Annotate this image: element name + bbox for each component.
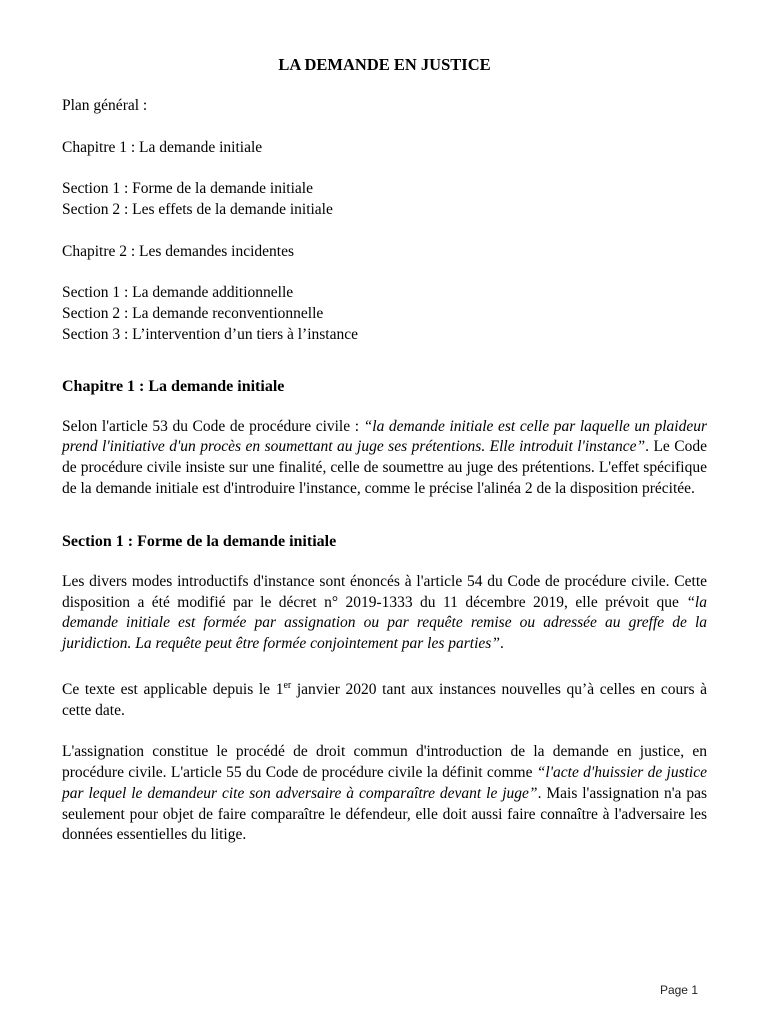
para1-lead: Selon l'article 53 du Code de procédure civile : [62, 417, 364, 435]
para3-tail: janvier 2020 tant aux instances nouvelles qu’à celles en cours à cette date. [62, 680, 707, 719]
plan-ch2-section-3: Section 3 : L’intervention d’un tiers à l’instance [62, 325, 359, 343]
plan-ch1-section-2: Section 2 : Les effets de la demande initiale [62, 200, 333, 218]
paragraph-article-54 [62, 572, 707, 655]
document-title: LA DEMANDE EN JUSTICE [278, 55, 491, 74]
plan-chapitre-2: Chapitre 2 : Les demandes incidentes [62, 242, 295, 260]
section-1-heading: Section 1 : Forme de la demande initiale [62, 532, 337, 550]
para1-tail: . Le Code de procédure civile insiste sur une finalité, celle de soumettre au juge des prétentions. L'effet spécifique de la demande initiale est d'introduire l'instance, comme le précise l'alinéa 2 de la disposition précitée. [62, 438, 707, 497]
para3-lead: Ce texte est applicable depuis le 1 [62, 680, 284, 698]
plan-ch1-section-1: Section 1 : Forme de la demande initiale [62, 180, 313, 198]
paragraph-article-53 [62, 417, 707, 500]
plan-ch2-section-1: Section 1 : La demande additionnelle [62, 284, 294, 302]
para2-lead: Les divers modes introductifs d'instance sont énoncés à l'article 54 du Code de procédure civile. Cette disposition a été modifié par le décret n° 2019-1333 du 11 décembre 2019, elle prévoit que [62, 572, 707, 611]
para2-tail: . [499, 635, 504, 653]
chapitre-1-heading: Chapitre 1 : La demande initiale [62, 377, 285, 395]
para1-quote: “la demande initiale est celle par laquelle un plaideur prend l'initiative d'un procès en soumettant au juge ses prétentions. Elle introduit l'instance” [62, 417, 707, 456]
paragraph-applicable [62, 676, 707, 722]
para4-tail: . Mais l'assignation n'a pas seulement pour objet de faire comparaître le défendeur, elle doit aussi faire connaître à l'adversaire les données essentielles du litige. [62, 784, 707, 844]
para4-lead: L'assignation constitue le procédé de droit commun d'introduction de la demande en justice, en procédure civile. L'article 55 du Code de procédure civile la définit comme [62, 743, 707, 782]
plan-ch2-section-2: Section 2 : La demande reconventionnelle [62, 304, 324, 322]
para3-sup: er [283, 679, 292, 691]
para4-quote: “l'acte d'huissier de justice par lequel le demandeur cite son adversaire à comparaître devant le juge” [62, 764, 707, 802]
para2-quote: “la demande initiale est formée par assignation ou par requête remise ou adressée au greffe de la juridiction. La requête peut être formée conjointement par les parties” [62, 593, 707, 653]
paragraph-assignation [62, 742, 707, 846]
page-number: Page 1 [659, 983, 698, 997]
plan-chapitre-1: Chapitre 1 : La demande initiale [62, 138, 263, 156]
document-body [62, 54, 707, 846]
plan-label: Plan général : [62, 97, 148, 114]
